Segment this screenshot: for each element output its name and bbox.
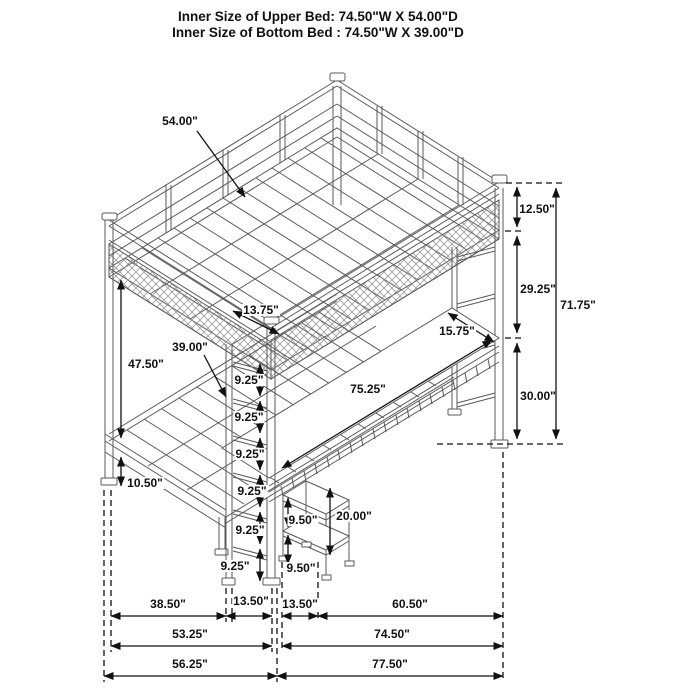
dim-label-ladder-gap-4: 9.25" bbox=[237, 484, 267, 498]
title-bottom-bed: Inner Size of Bottom Bed : 74.50"W X 39.00"D bbox=[172, 24, 464, 40]
post-front-cap bbox=[264, 317, 279, 324]
dim-label-total-height: 71.75" bbox=[560, 298, 596, 312]
dim-label-upper-to-lower: 47.50" bbox=[128, 357, 164, 371]
dim-label-ladder-gap-3: 9.25" bbox=[235, 447, 265, 461]
dim-label-desk-depth: 15.75" bbox=[439, 324, 475, 338]
dim-label-desk-height: 30.00" bbox=[520, 389, 556, 403]
post-front-foot bbox=[263, 578, 280, 585]
page-title bbox=[172, 9, 464, 40]
title-upper-bed: Inner Size of Upper Bed: 74.50"W X 54.00"D bbox=[178, 9, 458, 24]
dim-label-shelf-gap-2: 9.50" bbox=[286, 561, 316, 575]
leader-39-00 bbox=[204, 355, 226, 397]
dim-label-upper-depth: 54.00" bbox=[162, 114, 198, 128]
dim-label-floor-60-50: 60.50" bbox=[392, 597, 428, 611]
dim-label-guard-height: 13.75" bbox=[243, 303, 279, 317]
dim-label-floor-13-50-a: 13.50" bbox=[233, 594, 269, 608]
dim-label-ladder-gap-1: 9.25" bbox=[234, 373, 264, 387]
dim-label-floor-74-50: 74.50" bbox=[374, 627, 410, 641]
dim-label-shelf-gap-1: 9.50" bbox=[288, 513, 318, 527]
post-left-foot bbox=[101, 478, 117, 485]
dim-label-floor-13-50-b: 13.50" bbox=[282, 597, 318, 611]
dim-label-desk-length: 75.25" bbox=[350, 382, 386, 396]
dim-label-under-clearance: 10.50" bbox=[127, 476, 163, 490]
dim-label-floor-77-50: 77.50" bbox=[372, 657, 408, 671]
nightstand-foot-3 bbox=[345, 561, 354, 566]
post-left-cap bbox=[102, 213, 117, 220]
dim-label-ladder-gap-5: 9.25" bbox=[235, 523, 265, 537]
desk-rear-leg-foot bbox=[448, 409, 461, 415]
dim-label-rail-height: 12.50" bbox=[519, 202, 555, 216]
dim-label-bed-to-desk: 29.25" bbox=[520, 282, 556, 296]
dim-label-ladder-gap-2: 9.25" bbox=[234, 410, 264, 424]
nightstand-foot-4 bbox=[322, 575, 331, 580]
nightstand-foot-2 bbox=[302, 542, 311, 547]
dim-label-ladder-gap-6: 9.25" bbox=[220, 559, 250, 573]
post-right-cap bbox=[492, 175, 507, 183]
dim-label-bottom-depth: 39.00" bbox=[172, 340, 208, 354]
lower-bed-corner-leg bbox=[219, 517, 225, 553]
dim-label-floor-53-25: 53.25" bbox=[172, 627, 208, 641]
dim-label-floor-38-50: 38.50" bbox=[150, 597, 186, 611]
ladder-left-foot bbox=[222, 578, 235, 585]
dim-label-table-height: 20.00" bbox=[336, 509, 372, 523]
post-back-cap bbox=[330, 73, 345, 81]
dim-label-floor-56-25: 56.25" bbox=[172, 657, 208, 671]
